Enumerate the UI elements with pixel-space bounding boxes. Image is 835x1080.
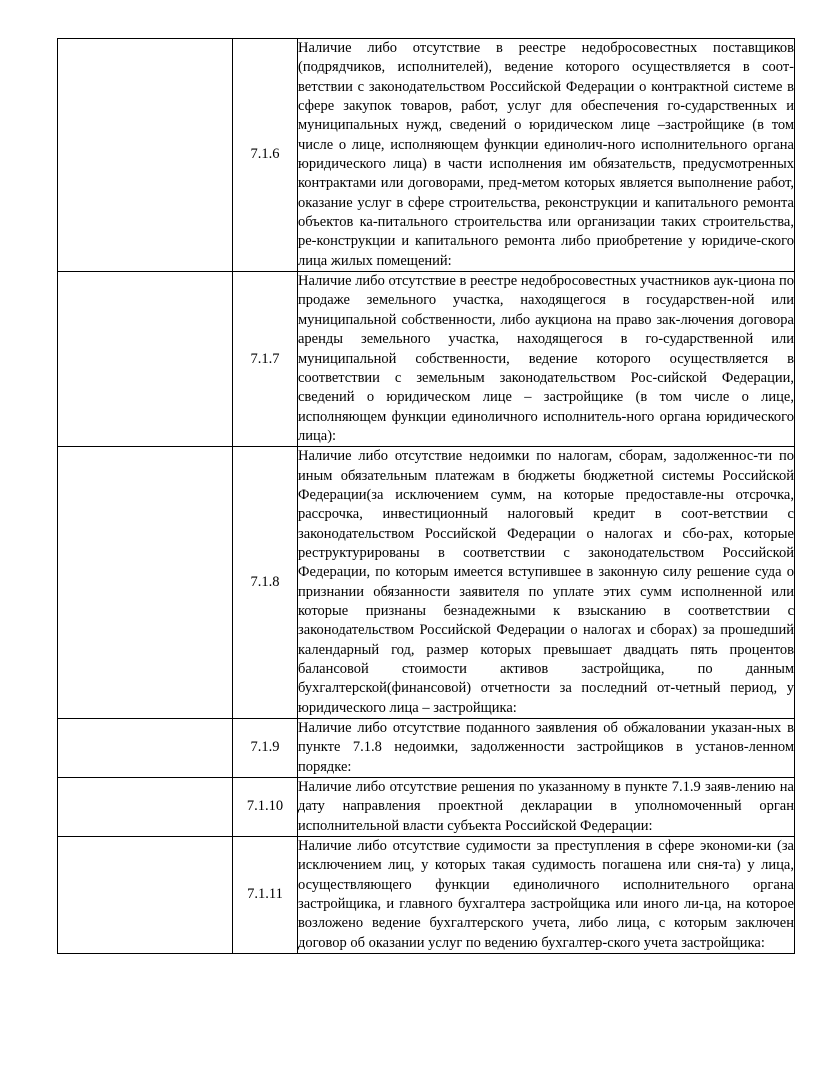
row-number-cell: 7.1.11 bbox=[233, 837, 298, 954]
row-label-cell bbox=[58, 272, 233, 447]
table-row bbox=[58, 272, 795, 447]
table-body bbox=[58, 39, 795, 954]
row-label-cell bbox=[58, 837, 233, 954]
row-text-cell: Наличие либо отсутствие в реестре недобросовестных поставщиков (подрядчиков, исполнителей), ведение которого осуществляется в соот-ветствии с законодательством Российской Федерации о контрактной системе в сфере закупок товаров, работ, услуг для обеспечения го-сударственных и муниципальных нужд, сведений о юридическом лице –застройщике (в том числе о лице, исполняющем функции единолич-ного исполнительного органа юридического лица) в части исполнения им обязательств, предусмотренных контрактами или договорами, пред-метом которых является выполнение работ, оказание услуг в сфере строительства, реконструкции и капитального ремонта объектов ка-питального строительства или организации таких строительства, ре-конструкции и капитального ремонта либо приобретение у юридиче-ского лица жилых помещений: bbox=[298, 39, 795, 272]
row-number-cell: 7.1.9 bbox=[233, 719, 298, 778]
row-text-cell: Наличие либо отсутствие недоимки по налогам, сборам, задолженнос-ти по иным обязательным платежам в бюджеты бюджетной системы Российской Федерации(за исключением сумм, на которые предоставле-ны отсрочка, рассрочка, инвестиционный налоговый кредит в соот-ветствии с законодательством Российской Федерации о налогах и сбо-рах, которые реструктурированы в соответствии с законодательством Российской Федерации, по которым имеется вступившее в законную силу решение суда о признании обязанности заявителя по уплате этих сумм исполненной или которые признаны безнадежными к взысканию в соответствии с законодательством Российской Федерации о налогах и сборах) за прошедший календарный год, размер которых превышает двадцать пять процентов балансовой стоимости активов застройщика, по данным бухгалтерской(финансовой) отчетности за последний от-четный период, у юридического лица – застройщика: bbox=[298, 447, 795, 719]
row-text-cell: Наличие либо отсутствие решения по указанному в пункте 7.1.9 заяв-лению на дату направления проектной декларации в уполномоченный орган исполнительной власти субъекта Российской Федерации: bbox=[298, 778, 795, 837]
row-number-cell: 7.1.8 bbox=[233, 447, 298, 719]
row-number-cell: 7.1.10 bbox=[233, 778, 298, 837]
row-label-cell bbox=[58, 39, 233, 272]
row-text-cell: Наличие либо отсутствие в реестре недобросовестных участников аук-циона по продаже земельного участка, находящегося в государствен-ной или муниципальной собственности, либо аукциона на право зак-лючения договора аренды земельного участка, находящегося в го-сударственной или муниципальной собственности, ведение которого осуществляется в соответствии с земельным законодательством Рос-сийской Федерации, сведений о юридическом лице – застройщике (в том числе о лице, исполняющем функции единоличного исполнитель-ного органа юридического лица): bbox=[298, 272, 795, 447]
row-text-cell: Наличие либо отсутствие судимости за преступления в сфере экономи-ки (за исключением лиц, у которых такая судимость погашена или сня-та) у лица, осуществляющего функции единоличного исполнительного органа застройщика, и главного бухгалтера застройщика или иного ли-ца, на которое возложено ведение бухгалтерского учета, либо лица, с которым заключен договор об оказании услуг по ведению бухгалтер-ского учета застройщика: bbox=[298, 837, 795, 954]
row-label-cell bbox=[58, 447, 233, 719]
table-row bbox=[58, 447, 795, 719]
row-number-cell: 7.1.6 bbox=[233, 39, 298, 272]
declaration-table bbox=[57, 38, 795, 954]
table-row bbox=[58, 837, 795, 954]
row-label-cell bbox=[58, 778, 233, 837]
row-text-cell: Наличие либо отсутствие поданного заявления об обжаловании указан-ных в пункте 7.1.8 недоимки, задолженности застройщиков в установ-ленном порядке: bbox=[298, 719, 795, 778]
table-row bbox=[58, 719, 795, 778]
row-number-cell: 7.1.7 bbox=[233, 272, 298, 447]
table-row bbox=[58, 39, 795, 272]
table-row bbox=[58, 778, 795, 837]
row-label-cell bbox=[58, 719, 233, 778]
